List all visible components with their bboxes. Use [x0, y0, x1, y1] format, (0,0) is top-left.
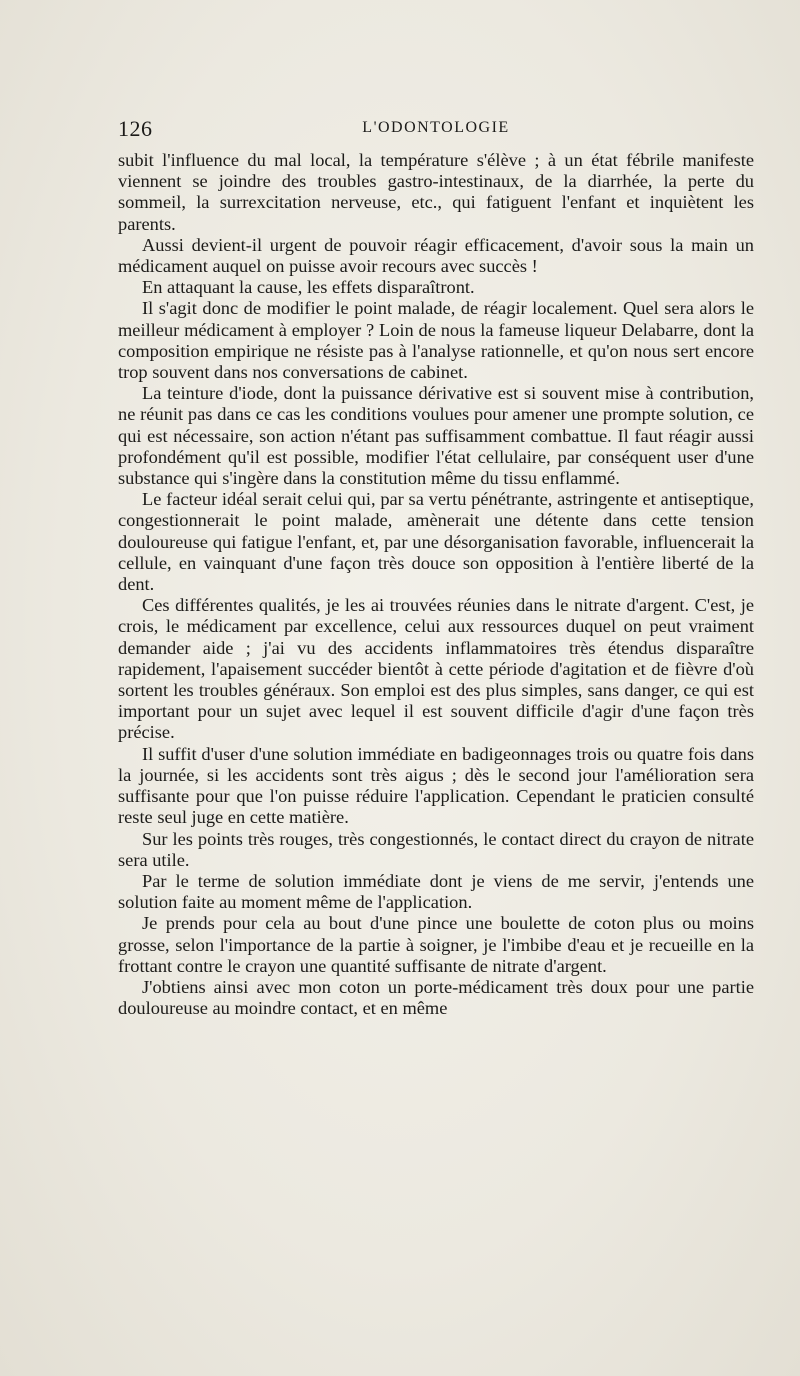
paragraph-11: Je prends pour cela au bout d'une pince une boulette de coton plus ou moins grosse, selon l'importance de la partie à soigner, je l'imbibe d'eau et je recueille en la frottant contre le crayon une quantité suffisante de nitrate d'argent. — [118, 913, 754, 976]
page-header — [118, 116, 754, 140]
paragraph-7: Ces différentes qualités, je les ai trouvées réunies dans le nitrate d'argent. C'est, je crois, le médicament par excellence, celui aux ressources duquel on peut vraiment demander aide ; j'ai vu des accidents inflammatoires très étendus disparaître rapidement, l'apaisement succéder bientôt à cette période d'agitation et de fièvre d'où sortent les troubles généraux. Son emploi est des plus simples, sans danger, ce qui est important pour un sujet avec lequel il est souvent difficile d'agir d'une façon très précise. — [118, 595, 754, 743]
running-title: L'ODONTOLOGIE — [362, 119, 510, 136]
paragraph-3: En attaquant la cause, les effets disparaîtront. — [142, 277, 475, 298]
paragraph-2: Aussi devient-il urgent de pouvoir réagir efficacement, d'avoir sous la main un médicament auquel on puisse avoir recours avec succès ! — [118, 234, 754, 277]
page-number: 126 — [118, 116, 153, 141]
paragraph-4: Il s'agit donc de modifier le point malade, de réagir localement. Quel sera alors le meilleur médicament à employer ? Loin de nous la fameuse liqueur Delabarre, dont la composition empirique ne résiste pas à l'analyse rationnelle, et qu'on nous sert encore trop souvent dans nos conversations de cabinet. — [118, 298, 754, 383]
paragraph-9: Sur les points très rouges, très congestionnés, le contact direct du crayon de nitrate sera utile. — [118, 828, 754, 870]
paragraph-12: J'obtiens ainsi avec mon coton un porte-médicament très doux pour une partie douloureuse au moindre contact, et en même — [118, 976, 754, 1019]
paragraph-10: Par le terme de solution immédiate dont je viens de me servir, j'entends une solution faite au moment même de l'application. — [118, 870, 754, 913]
paragraph-1: subit l'influence du mal local, la température s'élève ; à un état fébrile manifeste viennent se joindre des troubles gastro-intestinaux, de la diarrhée, la perte du sommeil, la surrexcitation nerveuse, etc., qui fatiguent l'enfant et inquiètent les parents. — [118, 150, 754, 234]
paragraph-6: Le facteur idéal serait celui qui, par sa vertu pénétrante, astringente et antiseptique, congestionnerait le point malade, amènerait une détente dans cette tension douloureuse qui fatigue l'enfant, et, par une désorganisation favorable, influencerait la cellule, en vainquant d'une façon très douce son opposition à l'entière liberté de la dent. — [118, 489, 754, 595]
page-body — [118, 150, 754, 1019]
paragraph-5: La teinture d'iode, dont la puissance dérivative est si souvent mise à contribution, ne réunit pas dans ce cas les conditions voulues pour amener une prompte solution, ce qui est nécessaire, son action n'étant pas suffisamment combattue. Il faut réagir aussi profondément qu'il est possible, modifier l'état cellulaire, par conséquent user d'une substance qui s'ingère dans la constitution même du tissu enflammé. — [118, 383, 754, 489]
paragraph-8: Il suffit d'user d'une solution immédiate en badigeonnages trois ou quatre fois dans la journée, si les accidents sont très aigus ; dès le second jour l'amélioration sera suffisante pour que l'on puisse réduire l'application. Cependant le praticien consulté reste seul juge en cette matière. — [118, 743, 754, 828]
